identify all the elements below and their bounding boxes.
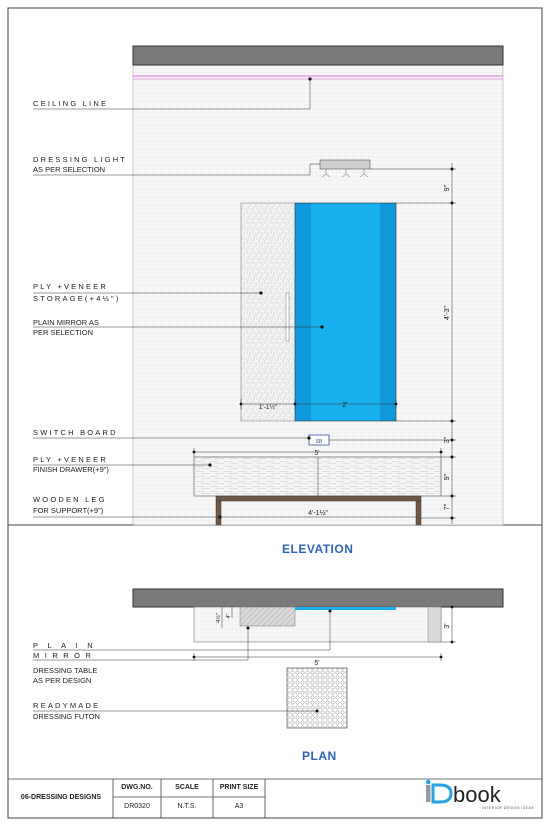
plan-label-futon: DRESSING FUTON [33,712,100,721]
plan-futon [287,668,347,728]
label-plain-mirror: PLAIN MIRROR AS [33,318,99,327]
print-size-value: A3 [234,803,244,810]
dim-leg-height: 7" [444,503,451,511]
dim-drawer-height: 9" [444,473,451,481]
plan-table-top [194,607,441,642]
plan-title: PLAN [302,749,337,763]
label-ply-veneer: PLY +VENEER [33,282,108,291]
plan-dim-depth: 3' [444,623,451,629]
drawing-name: 06-DRESSING DESIGNS [20,794,102,801]
idbook-logo [426,780,534,810]
label-storage: STORAGE(+4½") [33,294,121,303]
label-wooden-leg-sub: FOR SUPPORT(+9") [33,506,104,515]
label-dressing-light-sub: AS PER SELECTION [33,165,106,174]
label-drawer-ply: PLY +VENEER [33,455,108,464]
label-ceiling-line: CEILING LINE [33,99,109,108]
label-plain-mirror-sub: PER SELECTION [33,328,94,337]
scale-value: N.T.S. [177,803,197,810]
label-switch-board: SWITCH BOARD [33,428,118,437]
plan-label-mirror: MIRROR [33,651,97,660]
plan-wall-band [133,589,503,607]
dim-total-width: 5' [314,450,320,457]
ceiling-band [133,46,503,65]
plan-label-dressing-table: DRESSING TABLE [33,666,98,675]
dim-mirror-height: 4'-3" [444,306,451,320]
dwg-no-label: DWG.NO. [121,784,153,791]
plan-dim-small-b: 4" [226,613,232,619]
dim-storage-width: 1'-1½" [258,404,278,411]
plan-label-as-per-design: AS PER DESIGN [33,676,92,685]
logo-text: book [453,782,501,807]
plan-label-plain: PLAIN [33,641,103,650]
dim-switch-height: 3" [444,436,451,444]
plan-dim-small-a: 4½" [216,613,222,623]
elevation-title: ELEVATION [282,542,354,556]
label-dressing-light: DRESSING LIGHT [33,155,128,164]
dim-mirror-width: 2' [342,402,348,409]
plan-mirror [295,607,396,610]
storage-handle [286,293,289,341]
print-size-label: PRINT SIZE [219,784,259,791]
dwg-no-value: DR0320 [124,803,150,810]
switch-board-text: SB [315,439,323,445]
plan-view [33,589,503,728]
plan-storage-hatch [240,607,295,626]
dim-leg-width: 4'-1½" [308,510,328,517]
mirror [295,203,396,421]
scale-label: SCALE [175,784,199,791]
label-drawer-finish: FINISH DRAWER(+9") [33,465,109,474]
label-wooden-leg: WOODEN LEG [33,495,107,504]
drawer-unit [194,457,441,496]
plan-label-readymade: READYMADE [33,701,101,710]
logo-tagline: INTERIOR DESIGN IDEAS [481,806,535,810]
plan-dim-total-width: 5' [314,660,320,667]
dim-light-height: 9" [444,184,451,192]
